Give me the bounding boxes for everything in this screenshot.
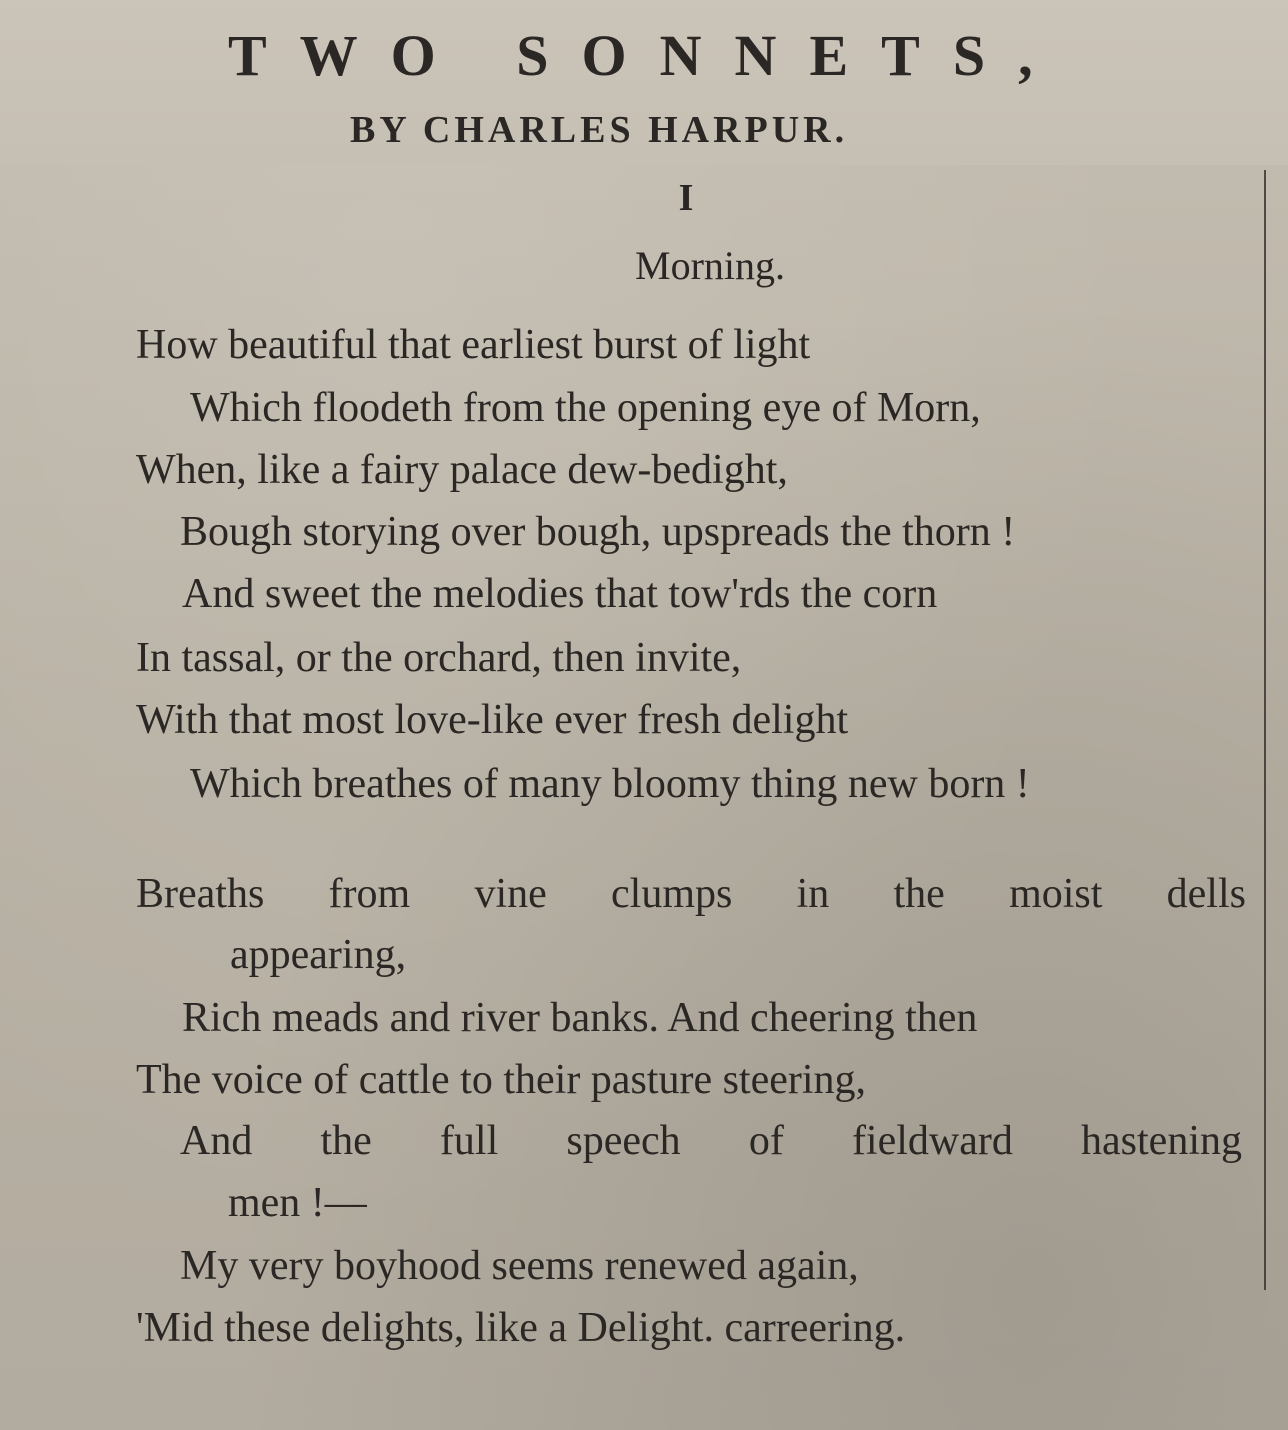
poem-line: And sweet the melodies that tow'rds the corn bbox=[182, 571, 938, 617]
poem-line: In tassal, or the orchard, then invite, bbox=[136, 635, 742, 681]
poem-line: Breaths from vine clumps in the moist dells bbox=[136, 871, 1246, 917]
author-byline: BY CHARLES HARPUR. bbox=[350, 109, 849, 151]
poem-line: Which floodeth from the opening eye of Morn, bbox=[190, 385, 981, 431]
poem-line: The voice of cattle to their pasture steering, bbox=[136, 1057, 867, 1103]
poem-line: men !— bbox=[228, 1180, 367, 1226]
poem-line: 'Mid these delights, like a Delight. carreering. bbox=[136, 1305, 906, 1351]
poem-line: When, like a fairy palace dew-bedight, bbox=[136, 447, 788, 493]
poem-line: My very boyhood seems renewed again, bbox=[180, 1243, 859, 1289]
sonnet-subtitle: Morning. bbox=[635, 243, 785, 288]
poem-line: appearing, bbox=[230, 932, 407, 978]
poem-title: TWO SONNETS, bbox=[228, 23, 1066, 88]
poem-line: Which breathes of many bloomy thing new born ! bbox=[190, 761, 1030, 807]
poem-line: And the full speech of fieldward hastening bbox=[180, 1118, 1242, 1164]
sonnet-numeral: I bbox=[678, 177, 694, 219]
column-rule bbox=[1264, 170, 1266, 1290]
poem-line: How beautiful that earliest burst of light bbox=[136, 322, 811, 368]
poem-line: Rich meads and river banks. And cheering then bbox=[182, 995, 978, 1041]
poem-line: Bough storying over bough, upspreads the thorn ! bbox=[180, 509, 1016, 555]
poem-line: With that most love-like ever fresh delight bbox=[136, 697, 849, 743]
